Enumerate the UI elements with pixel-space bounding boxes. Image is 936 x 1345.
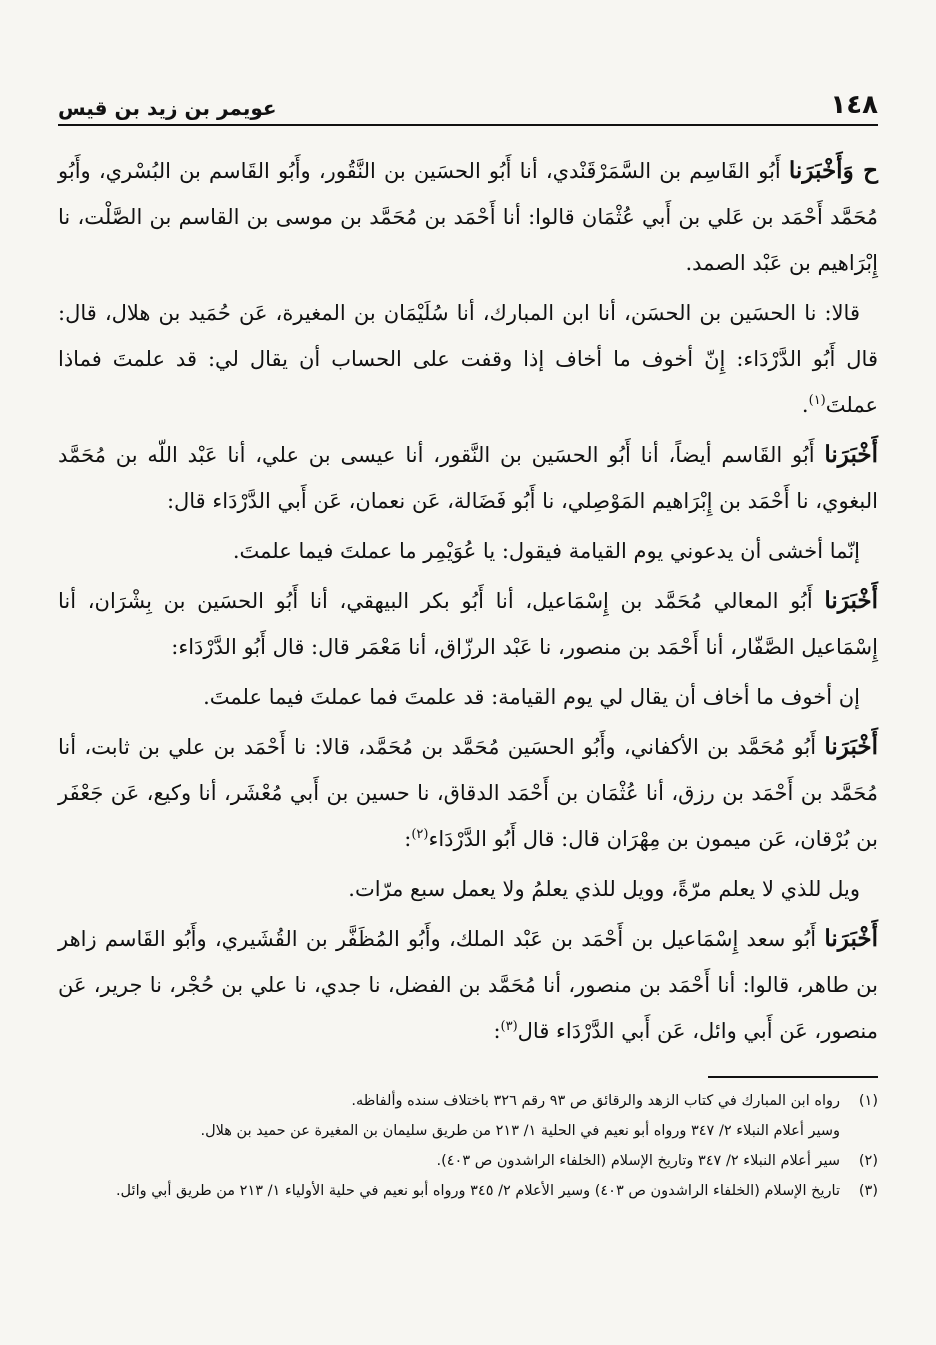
paragraph-text: قالا: نا الحسَين بن الحسَن، أنا ابن المبارك، أنا سُلَيْمَان بن المغيرة، عَن حُمَيد بن هلال، قال: قال أَبُو الدَّرْدَاء: إِنّ أخوف ما أخاف إذا وقفت على الحساب أن يقال لي: قد علمتَ فماذا عملتَ xyxy=(58,301,878,417)
paragraph xyxy=(58,916,878,1054)
main-text xyxy=(58,148,878,1054)
paragraph xyxy=(58,148,878,286)
footnote-ref[interactable]: (٣) xyxy=(500,1019,518,1034)
footnote-ref[interactable]: (٢) xyxy=(411,827,429,842)
paragraph-tail: : xyxy=(493,1019,501,1043)
paragraph-tail: . xyxy=(801,393,809,417)
paragraph-text: إن أخوف ما أخاف أن يقال لي يوم القيامة: قد علمتَ فما عملتَ فيما علمتَ. xyxy=(203,685,860,709)
paragraph-text: ويل للذي لا يعلم مرّةً، وويل للذي يعلمُ ولا يعمل سبع مرّات. xyxy=(348,877,860,901)
footnotes xyxy=(58,1086,878,1206)
footnote-mark: (٣) xyxy=(858,1183,878,1199)
footnote-text: سير أعلام النبلاء ٢/ ٣٤٧ وتاريخ الإسلام (الخلفاء الراشدون ص ٤٠٣). xyxy=(436,1153,840,1169)
paragraph-text: أَبُو سعد إِسْمَاعيل بن أَحْمَد بن عَبْد الملك، وأَبُو المُظَفَّر بن القُشَيري، وأَبُو القَاسم زاهر بن طاهر، قالوا: أنا أَحْمَد بن منصور، أنا مُحَمَّد بن الفضل، نا جدي، نا علي بن حُجْر، نا جرير، عَن منصور، عَن أَبي وائل، عَن أَبي الدَّرْدَاء قال xyxy=(58,927,878,1043)
footnote xyxy=(58,1176,878,1206)
paragraph xyxy=(58,674,878,720)
paragraph-text: أَبُو القَاسِم بن السَّمَرْقَنْدي، أنا أَبُو الحسَين بن النَّقُور، وأَبُو القَاسم بن البُسْري، وأَبُو مُحَمَّد أَحْمَد بن عَلي بن أَبي عُثْمَان قالوا: أنا أَحْمَد بن مُحَمَّد بن موسى بن القاسم بن الصَّلْت، نا إِبْرَاهيم بن عَبْد الصمد. xyxy=(58,159,878,275)
book-page xyxy=(58,78,878,1206)
page-header xyxy=(58,78,878,126)
footnote-divider xyxy=(708,1076,878,1078)
footnote-text: رواه ابن المبارك في كتاب الزهد والرقائق ص ٩٣ رقم ٣٢٦ باختلاف سنده وألفاظه. xyxy=(351,1093,840,1109)
paragraph-lead: أَخْبَرَنا xyxy=(824,733,878,760)
paragraph-lead: ح وَأَخْبَرَنا xyxy=(788,157,879,184)
paragraph-text: إنّما أخشى أن يدعوني يوم القيامة فيقول: يا عُوَيْمِر ما عملتَ فيما علمتَ. xyxy=(232,539,860,563)
footnote-mark: (١) xyxy=(858,1093,878,1109)
footnote-text: تاريخ الإسلام (الخلفاء الراشدون ص ٤٠٣) وسير الأعلام ٢/ ٣٤٥ ورواه أبو نعيم في حلية الأولياء ١/ ٢١٣ من طريق أبي وائل. xyxy=(115,1183,840,1199)
paragraph xyxy=(58,724,878,862)
paragraph-lead: أَخْبَرَنا xyxy=(824,587,878,614)
paragraph xyxy=(58,528,878,574)
footnote-ref[interactable]: (١) xyxy=(808,393,826,408)
footnote-continuation: وسير أعلام النبلاء ٢/ ٣٤٧ ورواه أبو نعيم في الحلية ١/ ٢١٣ من طريق سليمان بن المغيرة عن حميد بن هلال. xyxy=(200,1123,840,1139)
footnote xyxy=(58,1146,878,1176)
paragraph xyxy=(58,290,878,428)
paragraph-lead: أَخْبَرَنا xyxy=(824,441,878,468)
paragraph-text: أَبُو القَاسم أيضاً، أنا أَبُو الحسَين بن النَّقور، أنا عيسى بن علي، أنا عَبْد اللّه بن مُحَمَّد البغوي، نا أَحْمَد بن إِبْرَاهيم المَوْصِلي، نا أَبُو فَضَالة، عَن نعمان، عَن أَبي الدَّرْدَاء قال: xyxy=(58,443,878,513)
paragraph-lead: أَخْبَرَنا xyxy=(824,925,878,952)
footnote-mark: (٢) xyxy=(858,1153,878,1169)
paragraph-text: أَبُو المعالي مُحَمَّد بن إِسْمَاعيل، أنا أَبُو بكر البيهقي، أنا أَبُو الحسَين بن بِشْرَان، أنا إِسْمَاعيل الصَّفّار، أنا أَحْمَد بن منصور، نا عَبْد الرزّاق، أنا مَعْمَر قال: قال أَبُو الدَّرْدَاء: xyxy=(58,589,878,659)
paragraph xyxy=(58,866,878,912)
page-number: ١٤٨ xyxy=(830,90,878,120)
footnote xyxy=(58,1086,878,1116)
paragraph-tail: : xyxy=(404,827,412,851)
running-title: عويمر بن زيد بن قيس xyxy=(58,96,277,120)
paragraph-text: أَبُو مُحَمَّد بن الأكفاني، وأَبُو الحسَين مُحَمَّد بن مُحَمَّد، قالا: نا أَحْمَد بن علي بن ثابت، أنا مُحَمَّد بن أَحْمَد بن رزق، أنا عُثْمَان بن أَحْمَد الدقاق، نا حسين بن أَبي مُعْشَر، أنا وكيع، عَن جَعْفَر بن بُرْقان، عَن ميمون بن مِهْرَان قال: قال أَبُو الدَّرْدَاء xyxy=(58,735,878,851)
paragraph xyxy=(58,432,878,524)
paragraph xyxy=(58,578,878,670)
